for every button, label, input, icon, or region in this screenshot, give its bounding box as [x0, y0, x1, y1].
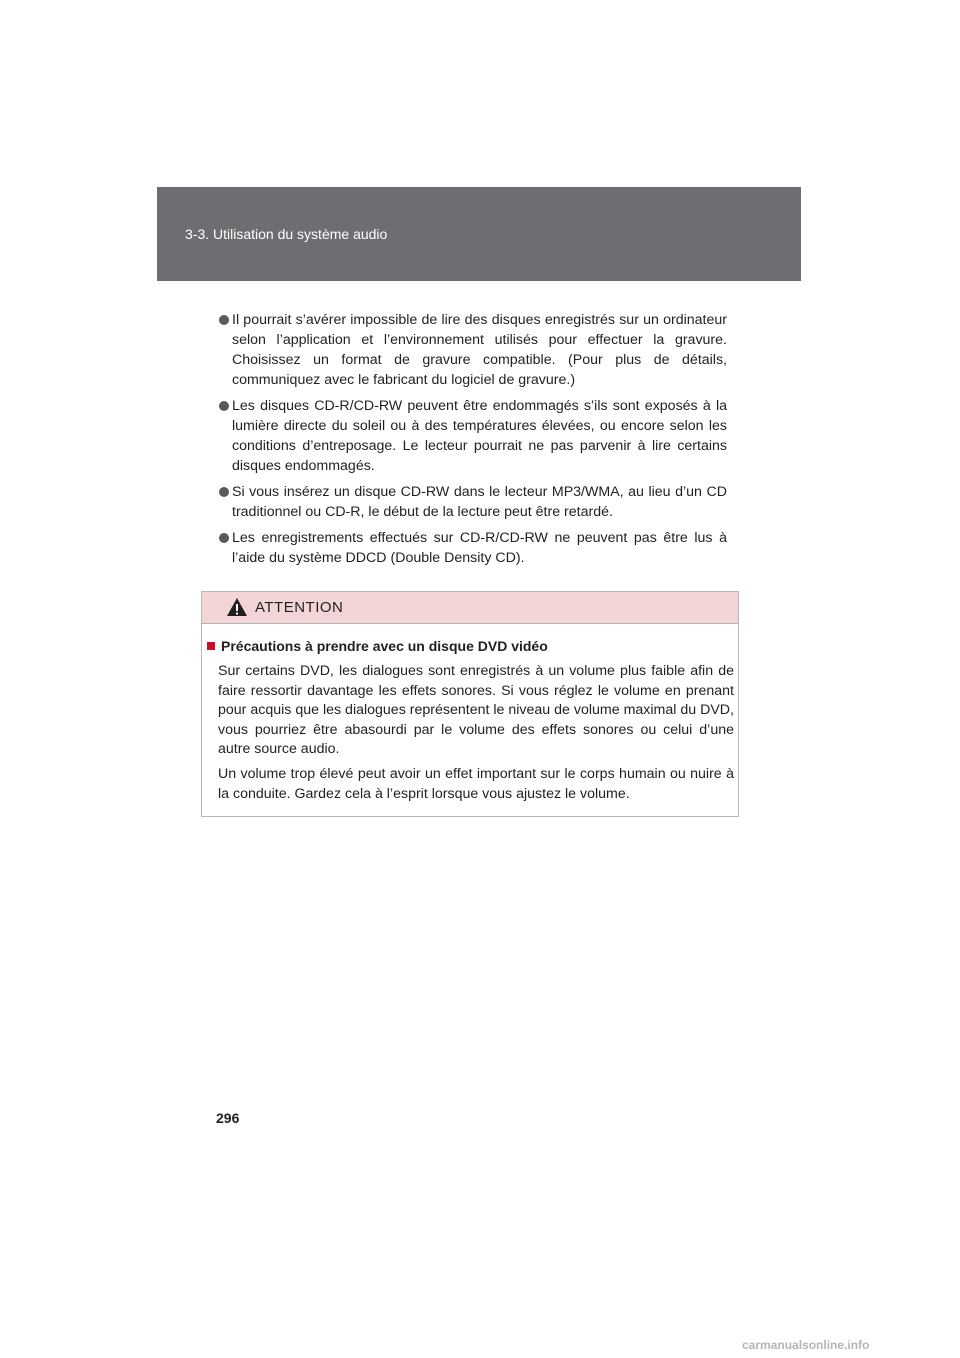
section-title: 3-3. Utilisation du système audio — [185, 226, 388, 242]
bullet-dot-icon — [219, 401, 229, 411]
bullet-item — [219, 396, 727, 476]
attention-subheading — [207, 638, 548, 654]
attention-header — [202, 592, 738, 624]
page-number: 296 — [216, 1110, 240, 1126]
square-bullet-icon — [207, 642, 215, 650]
attention-paragraph: Sur certains DVD, les dialogues sont enregistrés à un volume plus faible afin de faire ressortir davantage les effets sonores. Si vous réglez le volume en prenant pour acquis que les dialogues représentent le niveau de volume maximal du DVD, vous pourriez être abasourdi par le volume des effets sonores ou celui d’une autre source audio. — [218, 663, 734, 758]
bullet-text: Les disques CD-R/CD-RW peuvent être endommagés s’ils sont exposés à la lumière directe du soleil ou à des températures élevées, ou encore selon les conditions d’entreposage. Le lecteur pourrait ne pas parvenir à lire certains disques endommagés. — [232, 398, 727, 474]
attention-subheading-text: Précautions à prendre avec un disque DVD vidéo — [221, 638, 548, 654]
bullet-text: Les enregistrements effectués sur CD-R/CD-RW ne peuvent pas être lus à l’aide du système DDCD (Double Density CD). — [232, 530, 727, 566]
warning-triangle-icon — [226, 597, 248, 617]
attention-paragraph: Un volume trop élevé peut avoir un effet important sur le corps humain ou nuire à la conduite. Gardez cela à l’esprit lorsque vous ajustez le volume. — [218, 766, 734, 802]
attention-title: ATTENTION — [255, 599, 344, 616]
bullet-dot-icon — [219, 315, 229, 325]
watermark: carmanualsonline.info — [742, 1338, 870, 1352]
bullet-list — [219, 310, 727, 574]
bullet-dot-icon — [219, 533, 229, 543]
bullet-dot-icon — [219, 487, 229, 497]
bullet-text: Il pourrait s’avérer impossible de lire des disques enregistrés sur un ordinateur selon l’application et l’environnement utilisés pour effectuer la gravure. Choisissez un format de gravure compatible. (Pour plus de détails, communiquez avec le fabricant du logiciel de gravure.) — [232, 312, 727, 388]
attention-box — [201, 591, 739, 817]
bullet-text: Si vous insérez un disque CD-RW dans le lecteur MP3/WMA, au lieu d’un CD traditionnel ou CD-R, le début de la lecture peut être retardé. — [232, 484, 727, 520]
bullet-item — [219, 528, 727, 568]
section-header-bar — [157, 187, 801, 281]
bullet-item — [219, 482, 727, 522]
bullet-item — [219, 310, 727, 390]
